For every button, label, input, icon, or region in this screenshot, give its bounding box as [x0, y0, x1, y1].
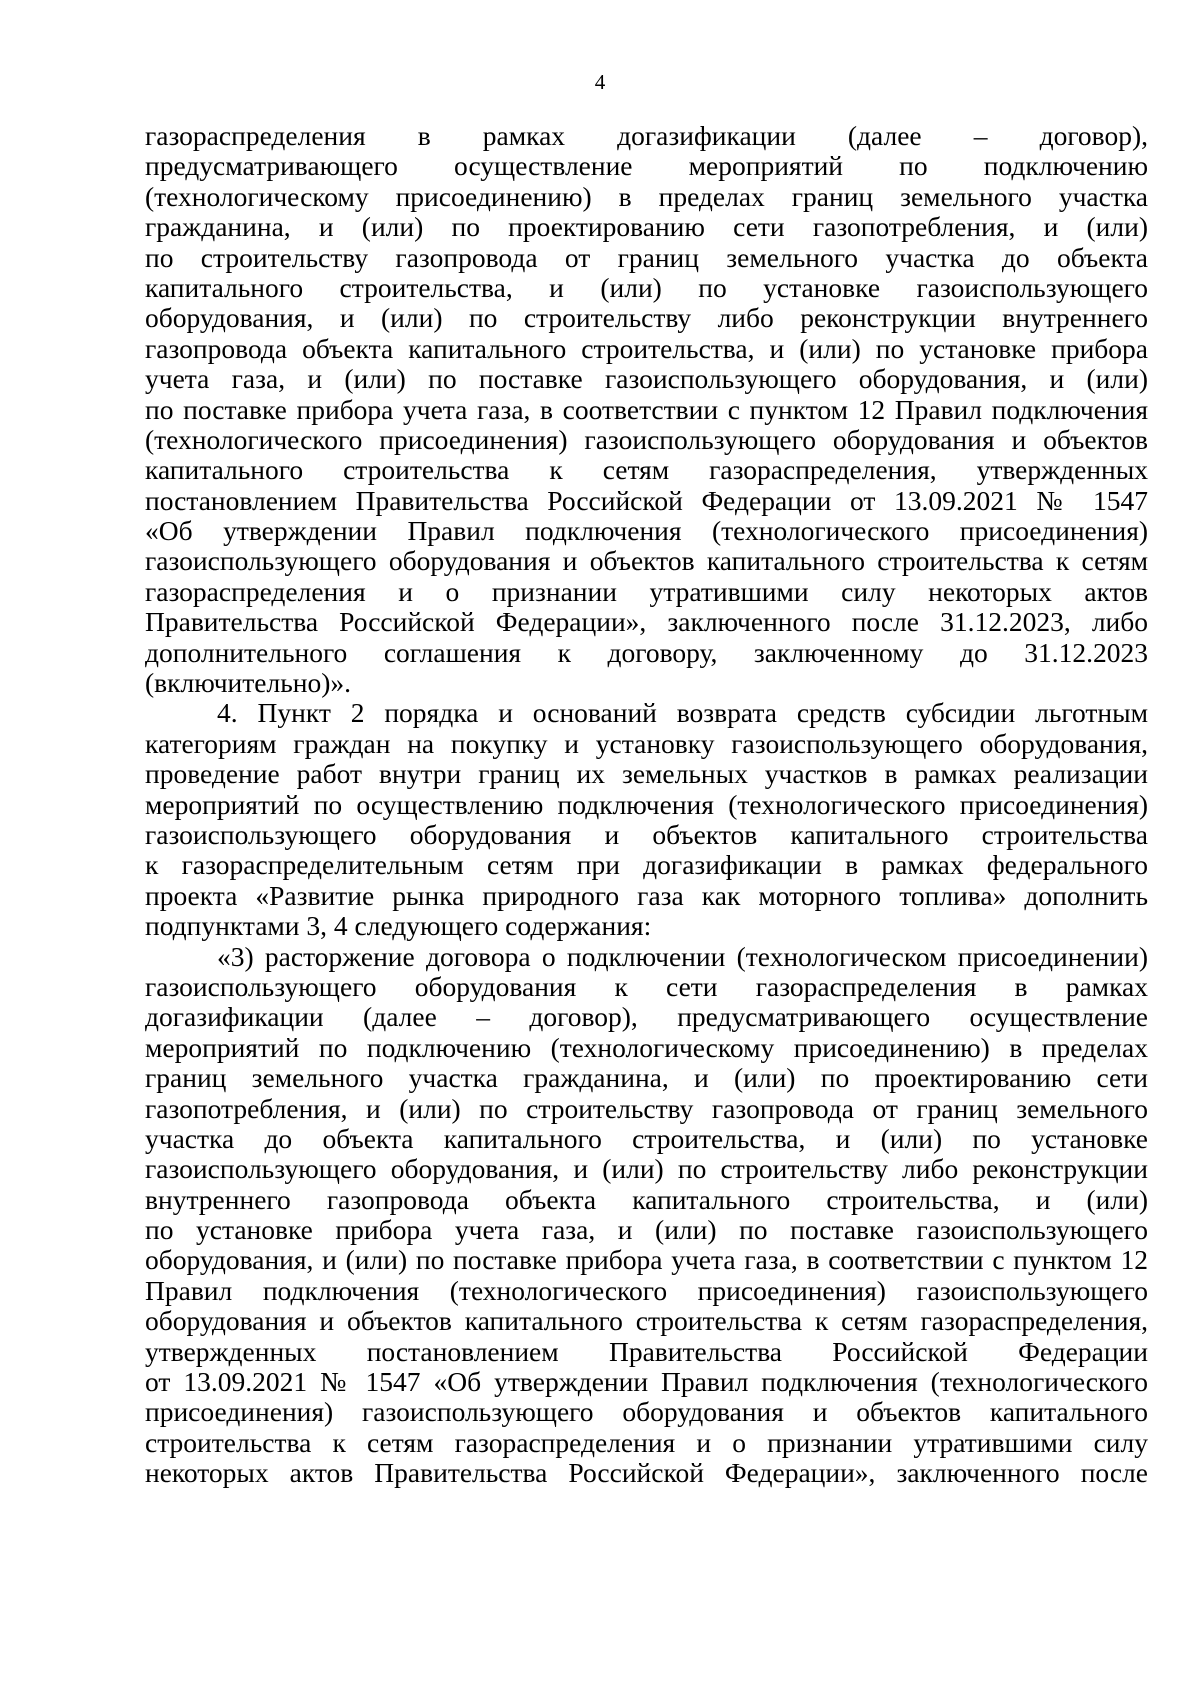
text-line: предусматривающего осуществление мероприятий по подключению — [145, 150, 1148, 182]
text-line: участка до объекта капитального строительства, и (или) по установке — [145, 1122, 1148, 1154]
text-line: границ земельного участка гражданина, и (или) по проектированию сети — [145, 1062, 1148, 1094]
text-line: категориям граждан на покупку и установку газоиспользующего оборудования, — [145, 727, 1148, 759]
text-line: строительства к сетям газораспределения и о признании утратившими силу — [145, 1426, 1148, 1458]
text-line: (технологического присоединения) газоиспользующего оборудования и объектов — [145, 423, 1148, 455]
text-line: присоединения) газоиспользующего оборудования и объектов капитального — [145, 1396, 1148, 1428]
text-line: газоиспользующего оборудования, и (или) по строительству либо реконструкции — [145, 1153, 1148, 1185]
text-line: проекта «Развитие рынка природного газа как моторного топлива» дополнить — [145, 879, 1148, 911]
page-number: 4 — [594, 70, 606, 94]
text-line: мероприятий по подключению (технологическому присоединению) в пределах — [145, 1031, 1148, 1063]
text-line: Правительства Российской Федерации», заключенного после 31.12.2023, либо — [145, 606, 1148, 638]
text-line: некоторых актов Правительства Российской Федерации», заключенного после — [145, 1457, 1148, 1489]
text-line: газораспределения и о признании утратившими силу некоторых актов — [145, 575, 1148, 607]
text-line: по строительству газопровода от границ земельного участка до объекта — [145, 241, 1148, 273]
text-line: утвержденных постановлением Правительства Российской Федерации — [145, 1335, 1148, 1367]
text-line: от 13.09.2021 № 1547 «Об утверждении Правил подключения (технологического — [145, 1366, 1148, 1398]
text-line: газоиспользующего оборудования и объектов капитального строительства к сетям — [145, 545, 1148, 577]
text-line: подпунктами 3, 4 следующего содержания: — [145, 910, 652, 942]
text-line: внутреннего газопровода объекта капитального строительства, и (или) — [145, 1183, 1148, 1215]
text-line: мероприятий по осуществлению подключения (технологического присоединения) — [145, 788, 1148, 820]
text-line: оборудования, и (или) по поставке прибора учета газа, в соответствии с пунктом 12 — [145, 1244, 1148, 1276]
text-line: учета газа, и (или) по поставке газоиспользующего оборудования, и (или) — [145, 363, 1148, 395]
text-line: «3) расторжение договора о подключении (технологическом присоединении) — [217, 940, 1148, 972]
text-line: газопровода объекта капитального строительства, и (или) по установке прибора — [145, 332, 1148, 364]
document-body — [145, 121, 1148, 1489]
text-line: (включительно)». — [145, 667, 352, 699]
text-line: 4. Пункт 2 порядка и оснований возврата средств субсидии льготным — [217, 697, 1148, 729]
text-line: газоиспользующего оборудования к сети газораспределения в рамках — [145, 970, 1148, 1002]
text-line: гражданина, и (или) по проектированию сети газопотребления, и (или) — [145, 211, 1148, 243]
text-line: газораспределения в рамках догазификации (далее – договор), — [145, 120, 1148, 151]
text-line: постановлением Правительства Российской Федерации от 13.09.2021 № 1547 — [145, 484, 1148, 516]
text-line: оборудования, и (или) по строительству либо реконструкции внутреннего — [145, 302, 1148, 334]
text-line: оборудования и объектов капитального строительства к сетям газораспределения, — [145, 1305, 1148, 1337]
text-line: по установке прибора учета газа, и (или) по поставке газоиспользующего — [145, 1214, 1148, 1246]
text-line: капитального строительства, и (или) по установке газоиспользующего — [145, 271, 1148, 303]
text-line: газопотребления, и (или) по строительству газопровода от границ земельного — [145, 1092, 1148, 1124]
text-line: «Об утверждении Правил подключения (технологического присоединения) — [145, 515, 1148, 547]
text-line: проведение работ внутри границ их земельных участков в рамках реализации — [145, 758, 1148, 790]
text-line: дополнительного соглашения к договору, заключенному до 31.12.2023 — [145, 636, 1148, 668]
text-line: по поставке прибора учета газа, в соответствии с пунктом 12 Правил подключения — [145, 393, 1148, 425]
text-line: (технологическому присоединению) в пределах границ земельного участка — [145, 180, 1148, 212]
text-line: догазификации (далее – договор), предусматривающего осуществление — [145, 1001, 1148, 1033]
text-line: Правил подключения (технологического присоединения) газоиспользующего — [145, 1274, 1148, 1306]
text-line: капитального строительства к сетям газораспределения, утвержденных — [145, 454, 1148, 486]
text-line: к газораспределительным сетям при догазификации в рамках федерального — [145, 849, 1148, 881]
text-line: газоиспользующего оборудования и объектов капитального строительства — [145, 818, 1148, 850]
